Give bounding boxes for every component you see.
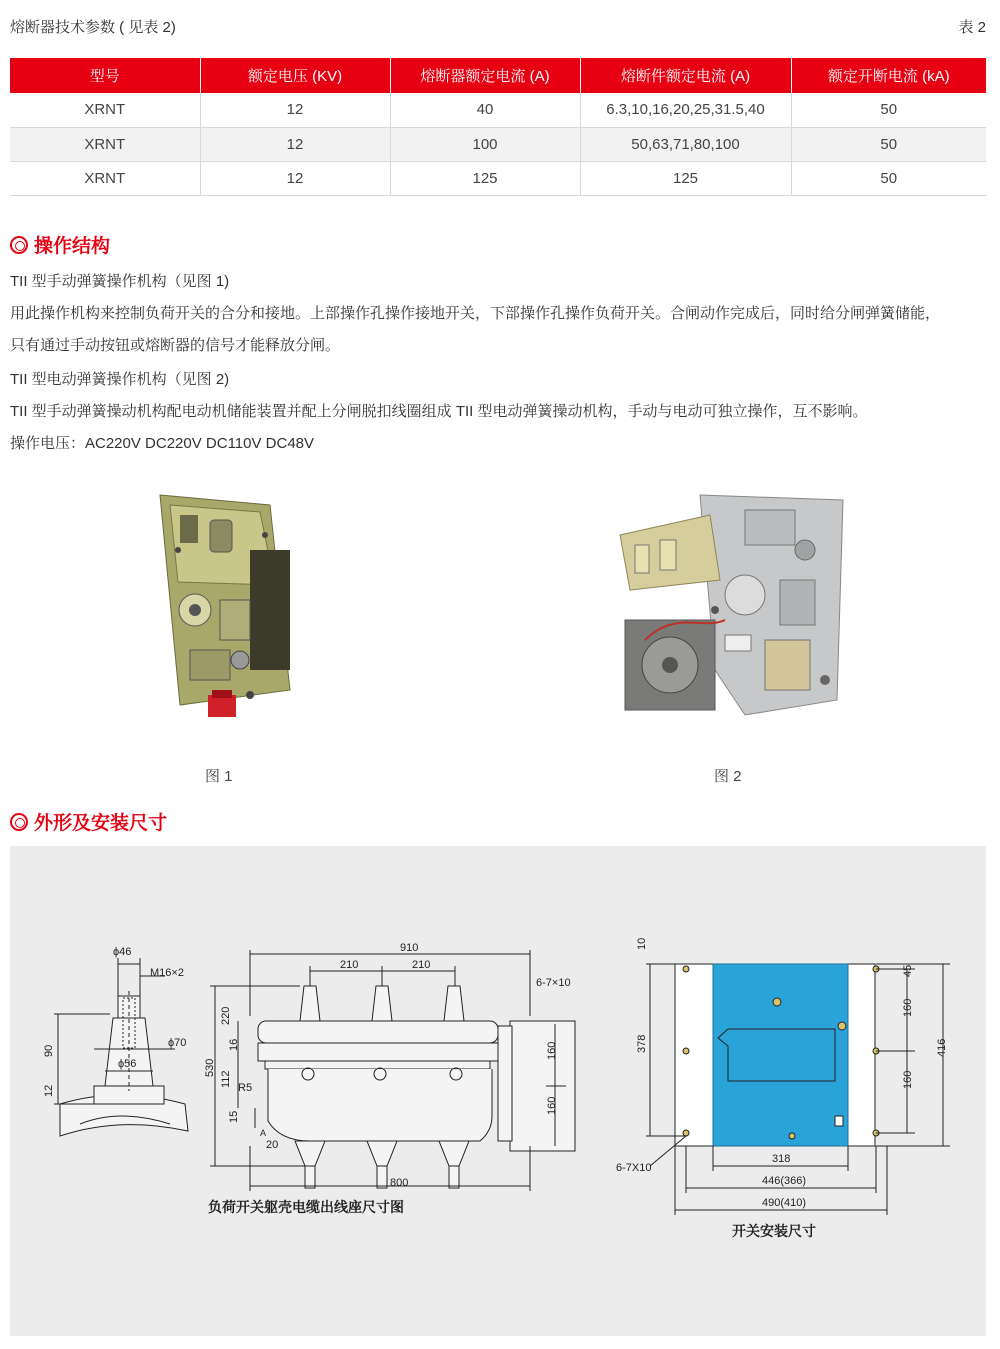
dim-label: 800	[390, 1177, 409, 1189]
dim-label: 318	[772, 1153, 791, 1165]
table-cell: 12	[200, 127, 390, 161]
dim-label: ϕ70	[168, 1037, 187, 1049]
dim-label: 12	[43, 1084, 55, 1097]
electric-spring-mechanism-photo	[615, 490, 855, 730]
table-cell: 50,63,71,80,100	[580, 127, 791, 161]
table-cell: 50	[791, 127, 986, 161]
section-title-text: 操作结构	[34, 236, 111, 257]
drawing-1-caption: 负荷开关躯壳电缆出线座尺寸图	[208, 1199, 404, 1215]
dim-label: 90	[43, 1044, 55, 1057]
dim-label: 416	[936, 1038, 948, 1057]
table-cell: 6.3,10,16,20,25,31.5,40	[580, 93, 791, 127]
dim-label: 10	[636, 937, 648, 950]
figure-1-caption: 图 1	[205, 768, 233, 785]
table-header-row	[10, 58, 986, 93]
paragraph: TII 型电动弹簧操作机构（见图 2)	[10, 371, 230, 388]
dim-label: M16×2	[150, 967, 184, 979]
dim-label: ϕ56	[118, 1058, 137, 1070]
dim-label: 6-7X10	[616, 1162, 652, 1174]
table-cell: 125	[580, 161, 791, 195]
dim-label: 16	[228, 1038, 240, 1051]
col-header-model: 型号	[10, 58, 200, 93]
double-circle-icon	[10, 236, 28, 254]
dim-label: 210	[340, 959, 359, 971]
dim-label: ϕ46	[113, 946, 132, 958]
dim-label: 160	[902, 1070, 914, 1089]
dim-label: 160	[546, 1096, 558, 1115]
paragraph: 用此操作机构来控制负荷开关的合分和接地。上部操作孔操作接地开关，下部操作孔操作负荷开关。合闸动作完成后，同时给分闸弹簧储能，	[10, 305, 941, 322]
table-row	[10, 161, 986, 195]
section-title-text: 外形及安装尺寸	[34, 813, 168, 834]
dimension-drawings	[10, 846, 986, 1336]
dim-label: 6-7×10	[536, 977, 571, 989]
paragraph: 只有通过手动按钮或熔断器的信号才能释放分闸。	[10, 337, 341, 354]
table-cell: 12	[200, 93, 390, 127]
dim-label: 378	[636, 1034, 648, 1053]
table-number: 表 2	[958, 19, 986, 36]
dim-label: 112	[220, 1070, 232, 1088]
table-cell: 100	[390, 127, 580, 161]
table-cell: 12	[200, 161, 390, 195]
table-cell: XRNT	[10, 161, 200, 195]
table-cell: 50	[791, 161, 986, 195]
dim-label: 530	[204, 1058, 216, 1077]
col-header-breaking-current: 额定开断电流 (kA)	[791, 58, 986, 93]
table-heading: 熔断器技术参数 ( 见表 2)	[10, 19, 176, 36]
dim-label: 446(366)	[762, 1175, 807, 1187]
table-cell: XRNT	[10, 127, 200, 161]
fuse-params-table	[10, 58, 986, 196]
table-cell: 50	[791, 93, 986, 127]
section-title-dimensions	[10, 808, 167, 835]
dim-label: 20	[266, 1139, 279, 1151]
table-cell: XRNT	[10, 93, 200, 127]
paragraph: TII 型手动弹簧操作机构（见图 1)	[10, 273, 230, 290]
dim-label: 210	[412, 959, 431, 971]
col-header-link-current: 熔断件额定电流 (A)	[580, 58, 791, 93]
dim-label: 910	[400, 942, 419, 954]
dim-label: 220	[220, 1006, 232, 1025]
dim-label: 160	[546, 1041, 558, 1060]
dim-label: R5	[238, 1082, 253, 1094]
load-switch-drawing	[210, 950, 575, 1191]
col-header-fuse-current: 熔断器额定电流 (A)	[390, 58, 580, 93]
manual-spring-mechanism-photo	[150, 490, 310, 730]
table-row	[10, 93, 986, 127]
dim-label: 45	[902, 964, 914, 977]
table-cell: 40	[390, 93, 580, 127]
paragraph: 操作电压：AC220V DC220V DC110V DC48V	[10, 435, 315, 452]
double-circle-icon	[10, 813, 28, 831]
figure-2-caption: 图 2	[714, 768, 742, 785]
col-header-voltage: 额定电压 (KV)	[200, 58, 390, 93]
paragraph: TII 型手动弹簧操动机构配电动机储能装置并配上分闸脱扣线圈组成 TII 型电动弹簧操动机构，手动与电动可独立操作，互不影响。	[10, 403, 868, 420]
dim-label: 15	[228, 1110, 240, 1123]
table-cell: 125	[390, 161, 580, 195]
dim-label: A	[260, 1128, 267, 1138]
drawing-2-caption: 开关安装尺寸	[732, 1223, 816, 1239]
section-title-operation	[10, 231, 110, 258]
table-row	[10, 127, 986, 161]
dim-label: 160	[902, 998, 914, 1017]
dim-label: 490(410)	[762, 1197, 807, 1209]
